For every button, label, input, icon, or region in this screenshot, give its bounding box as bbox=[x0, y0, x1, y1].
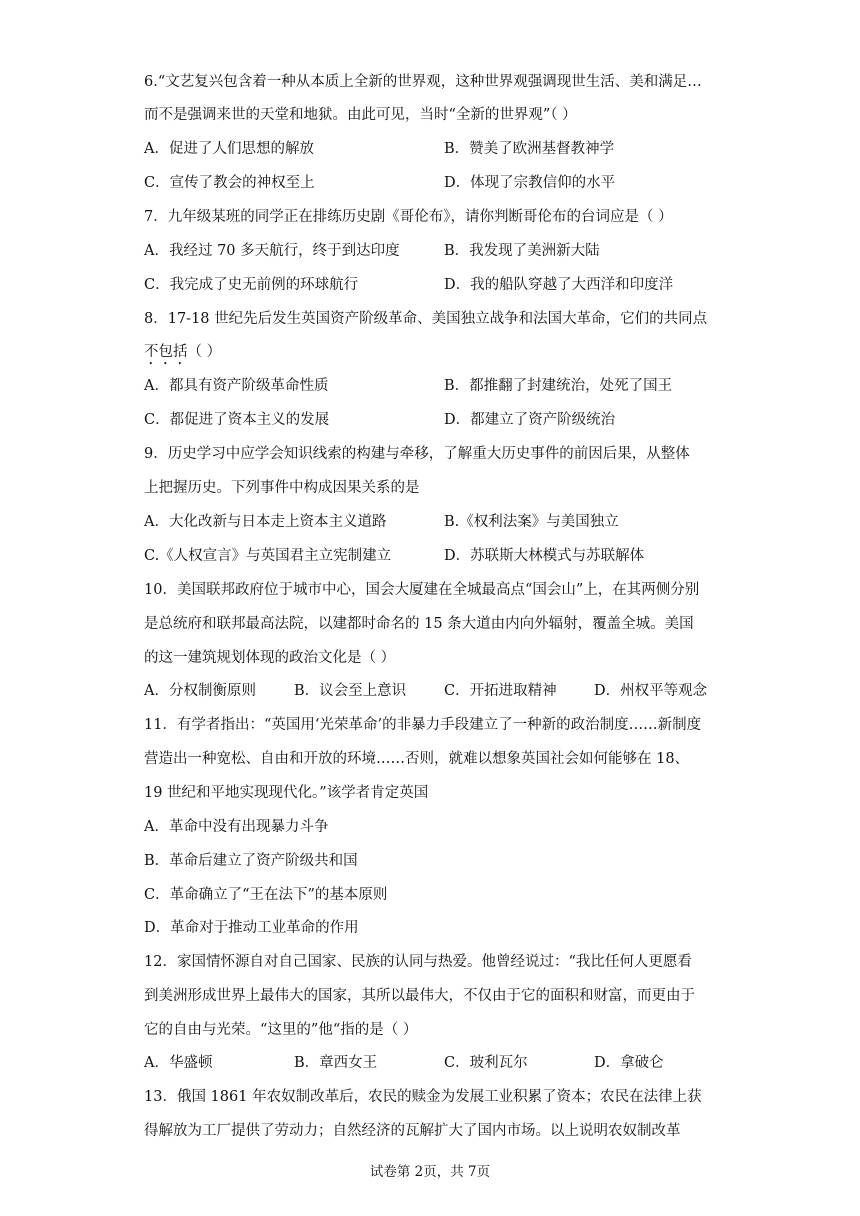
q12-option-d: D．拿破仑 bbox=[594, 1055, 664, 1071]
q7-option-b: B．我发现了美洲新大陆 bbox=[444, 243, 600, 259]
q6-option-c: C．宣传了教会的神权至上 bbox=[144, 175, 315, 191]
q12-option-b: B．章西女王 bbox=[294, 1055, 378, 1071]
q9-option-c: C.《人权宣言》与英国君主立宪制建立 bbox=[144, 548, 392, 564]
q7-option-d: D．我的船队穿越了大西洋和印度洋 bbox=[444, 277, 674, 293]
q8-option-a: A．都具有资产阶级革命性质 bbox=[144, 378, 329, 394]
q8-stem-line1: 8．17-18 世纪先后发生英国资产阶级革命、美国独立战争和法国大革命，它们的共同点 bbox=[144, 311, 708, 327]
q9-stem-line2: 上把握历史。下列事件中构成因果关系的是 bbox=[144, 480, 420, 496]
q6-option-b: B．赞美了欧洲基督教神学 bbox=[444, 141, 615, 157]
q10-stem-line2: 是总统府和联邦最高法院，以建都时命名的 15 条大道由内向外辐射，覆盖全城。美国 bbox=[144, 616, 694, 632]
q13-stem-line2: 得解放为工厂提供了劳动力；自然经济的瓦解扩大了国内市场。以上说明农奴制改革 bbox=[144, 1123, 681, 1139]
q8-emphasis-text: 不包括 bbox=[144, 344, 188, 360]
q10-option-d: D．州权平等观念 bbox=[594, 683, 708, 699]
q10-option-c: C．开拓进取精神 bbox=[444, 683, 557, 699]
q8-option-b: B．都推翻了封建统治，处死了国王 bbox=[444, 378, 673, 394]
q11-stem-line2: 营造出一种宽松、自由和开放的环境……否则，就难以想象英国社会如何能够在 18、 bbox=[144, 751, 690, 767]
q11-stem-line3: 19 世纪和平地实现现代化。”该学者肯定英国 bbox=[144, 785, 429, 801]
q12-stem-line2: 到美洲形成世界上最伟大的国家，其所以最伟大，不仅由于它的面积和财富，而更由于 bbox=[144, 988, 695, 1004]
q6-stem-line1: 6.“文艺复兴包含着一种从本质上全新的世界观，这种世界观强调现世生活、美和满足… bbox=[144, 74, 702, 90]
q11-option-d: D．革命对于推动工业革命的作用 bbox=[144, 920, 359, 936]
q7-stem-line1: 7．九年级某班的同学正在排练历史剧《哥伦布》，请你判断哥伦布的台词应是（ ） bbox=[144, 209, 673, 225]
page-footer: 试卷第 2页，共 7页 bbox=[369, 1164, 491, 1180]
q9-option-d: D．苏联斯大林模式与苏联解体 bbox=[444, 548, 645, 564]
q6-option-d: D．体现了宗教信仰的水平 bbox=[444, 175, 616, 191]
q8-stem-line2 bbox=[144, 342, 221, 368]
q13-stem-line1: 13．俄国 1861 年农奴制改革后，农民的赎金为发展工业积累了资本；农民在法律上获 bbox=[144, 1089, 702, 1105]
q10-option-a: A．分权制衡原则 bbox=[144, 683, 256, 699]
q10-stem-line3: 的这一建筑规划体现的政治文化是（ ） bbox=[144, 650, 396, 666]
q10-option-b: B．议会至上意识 bbox=[294, 683, 407, 699]
q10-stem-line1: 10．美国联邦政府位于城市中心，国会大厦建在全城最高点“国会山”上，在其两侧分别 bbox=[144, 582, 700, 598]
q11-option-c: C．革命确立了“王在法下”的基本原则 bbox=[144, 887, 388, 903]
q12-stem-line1: 12．家国情怀源自对自己国家、民族的认同与热爱。他曾经说过：“我比任何人更愿看 bbox=[144, 954, 692, 970]
q9-option-a: A．大化改新与日本走上资本主义道路 bbox=[144, 514, 387, 530]
q12-option-c: C．玻利瓦尔 bbox=[444, 1055, 528, 1071]
q7-option-c: C．我完成了史无前例的环球航行 bbox=[144, 277, 359, 293]
q8-stem-tail: （ ） bbox=[187, 344, 222, 360]
q7-option-a: A．我经过 70 多天航行，终于到达印度 bbox=[144, 243, 400, 259]
q8-option-c: C．都促进了资本主义的发展 bbox=[144, 412, 330, 428]
q12-option-a: A．华盛顿 bbox=[144, 1055, 213, 1071]
q12-stem-line3: 它的自由与光荣。“这里的”他“指的是（ ） bbox=[144, 1022, 418, 1038]
q6-stem-line2: 而不是强调来世的天堂和地狱。由此可见，当时“全新的世界观”（ ） bbox=[144, 107, 577, 123]
q9-stem-line1: 9．历史学习中应学会知识线索的构建与牵移，了解重大历史事件的前因后果，从整体 bbox=[144, 446, 690, 462]
q11-option-a: A．革命中没有出现暴力斗争 bbox=[144, 819, 329, 835]
q11-stem-line1: 11．有学者指出：“英国用‘光荣革命’的非暴力手段建立了一种新的政治制度……新制度 bbox=[144, 717, 702, 733]
q11-option-b: B．革命后建立了资产阶级共和国 bbox=[144, 853, 358, 869]
q9-option-b: B.《权利法案》与美国独立 bbox=[444, 514, 619, 530]
q6-option-a: A．促进了人们思想的解放 bbox=[144, 141, 314, 157]
q8-option-d: D．都建立了资产阶级统治 bbox=[444, 412, 616, 428]
